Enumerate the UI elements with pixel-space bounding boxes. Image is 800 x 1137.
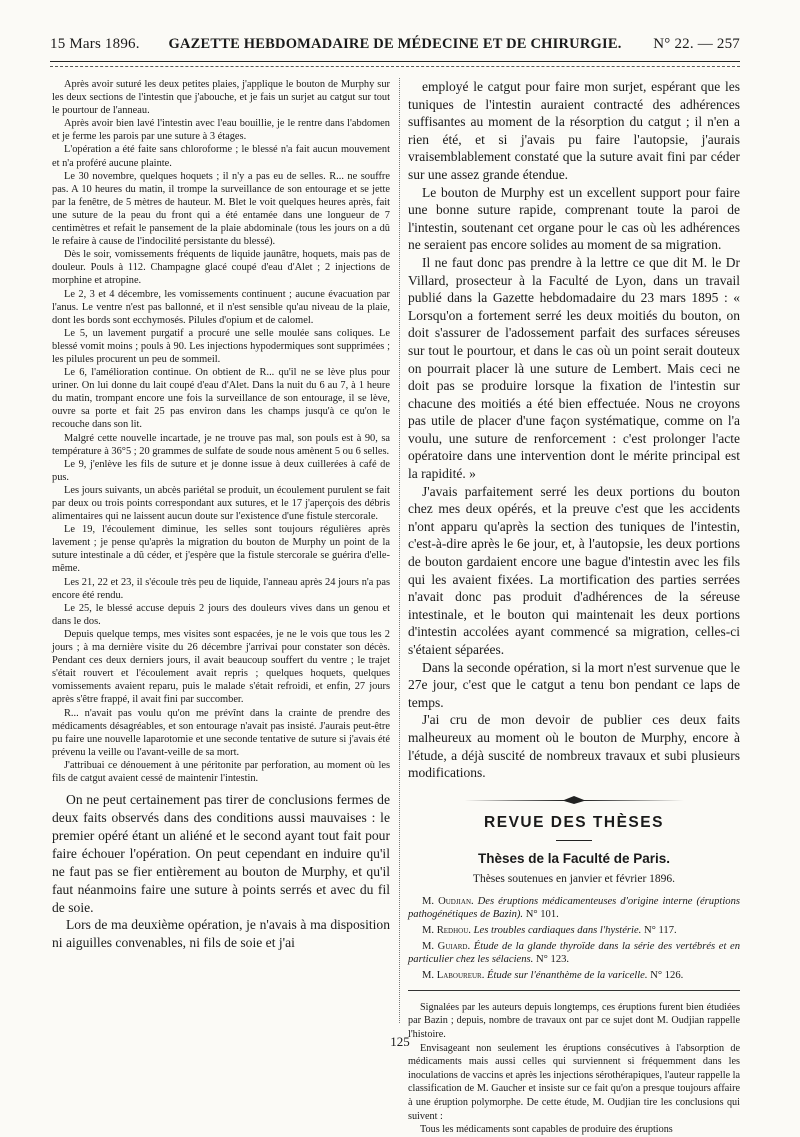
paragraph: Signalées par les auteurs depuis longtemps, ces éruptions furent bien étudiées par Bazin ; depuis, nombre de travaux ont par ce sujet dont M. Oudjian rappelle l'histoire. [408,1001,740,1040]
paragraph: J'attribuai ce dénouement à une péritonite par perforation, au moment où les fils de catgut avaient cessé de maintenir l'intestin. [52,759,390,784]
paragraph: Le 6, l'amélioration continue. On obtient de R... qu'il ne se lève plus pour uriner. On lui donne du lait coupé d'eau d'Alet. Dans la nuit du 6 au 7, à 1 heure du matin, trompant encore une fois la surveillance de son entourage, il se lève, ouvre sa porte et fait 25 pas environ dans les champs jusqu'à ce qu'on le recouche dans son lit. [52,367,390,431]
paragraph: On ne peut certainement pas tirer de conclusions fermes de deux faits observés dans des conditions aussi mauvaises : le premier opéré étant un aliéné et le second ayant tout fait pour faire échouer l'opération. On peut cependant en induire qu'il ne faut pas se fier entièrement au bouton de Murphy, et qu'il faut néanmoins faire une suture à points serrés et avec du fil de soie. [52,792,390,915]
short-rule [556,840,592,841]
thesis-author: M. Redhou. [422,924,471,936]
paragraph: Après avoir bien lavé l'intestin avec l'eau bouillie, je le rentre dans l'abdomen et je ferme les parois par une suture à 3 étages. [52,118,390,143]
right-column [408,78,740,1137]
issue-page-number: N° 22. — 257 [653,36,740,52]
paragraph: Malgré cette nouvelle incartade, je ne trouve pas mal, son pouls est à 90, sa température à 36°5 ; 20 grammes de sulfate de soude nous amènent 5 ou 6 selles. [52,432,390,457]
theses-subtitle: Thèses soutenues en janvier et février 1896. [472,872,676,885]
paragraph: Le 19, l'écoulement diminue, les selles sont toujours régulières après lavement ; je pense qu'après la migration du bouton de Murphy un point de la suture intestinale a dû céder, et j'espère que la fistule stercorale se guérira d'elle-même. [52,524,390,575]
header-dashed-rule [50,66,740,67]
page-number: 125 [390,1034,410,1049]
journal-title: GAZETTE HEBDOMADAIRE DE MÉDECINE ET DE CHIRURGIE. [168,36,622,52]
ornament-divider [464,796,684,804]
paragraph: Après avoir suturé les deux petites plaies, j'applique le bouton de Murphy sur les deux sections de l'intestin que j'abouche, et je fais un surjet au catgut sur tout le pourtour de l'anneau. [52,79,390,117]
thesis-author: M. Guiard. [422,940,471,952]
thesis-number: N° 117. [643,924,677,936]
thesis-number: N° 126. [650,969,684,981]
thesis-number: N° 123. [536,953,570,965]
conclusion-text [408,78,740,782]
thesis-number: N° 101. [525,908,559,920]
header-rule [50,61,740,62]
thesis-entry [408,924,740,937]
header-date: 15 Mars 1896. [50,36,140,52]
paragraph: R... n'avait pas voulu qu'on me prévînt dans la crainte de prendre des médicaments désagréables, et son entourage n'avait pas insisté. J'aurais peut-être pu faire une nouvelle laparotomie et une seconde tentative de suture si j'avais été prévenu la veille ou l'avant-veille de sa mort. [52,707,390,758]
paragraph: L'opération a été faite sans chloroforme ; le blessé n'a fait aucun mouvement et n'a proféré aucune plainte. [52,144,390,169]
running-header [50,36,740,58]
thesis-entry [408,895,740,921]
paragraph: Le 30 novembre, quelques hoquets ; il n'y a pas eu de selles. R... ne souffre pas. A 10 heures du matin, il trompe la surveillance de son entourage et se jette par la fenêtre, de 5 mètres de hauteur. M. Blet le voit quelques heures après, fait une suture de la peau du front qui a été entamée dans une longueur de 7 centimètres et refait le pansement de la plaie abdominale (tous les jours on a dû le refaire à cause de l'indocilité persistante du blessé). [52,170,390,248]
case-report-text [52,78,390,785]
thesis-title: Les troubles cardiaques dans l'hystérie. [473,924,642,936]
revue-title: REVUE DES THÈSES [484,813,664,831]
paragraph: J'ai cru de mon devoir de publier ces deux faits malheureux au moment où le bouton de Murphy, encore à l'étude, a déjà suscité de nombreux travaux et subi plusieurs modifications. [408,712,740,781]
thesis-entry [408,969,740,982]
thesis-title: Étude de la glande thyroïde dans la série des vertébrés et en particulier chez les sélaciens. [408,940,741,965]
theses-list [408,895,740,982]
paragraph: Il ne faut donc pas prendre à la lettre ce que dit M. le Dr Villard, prosecteur à la Faculté de Lyon, dans un travail publié dans la Gazette hebdomadaire du 23 mars 1895 : « Lorsqu'on a fortement serré les deux moitiés du bouton, on doit s'assurer de l'adossement parfait des surfaces séreuses sur tout le pourtour, et dans le cas où un point serait douteux on pourrait placer là une suture de Lembert. Mais ceci ne doit pas se produire lorsque la fixation de l'intestin sur chacune des moitiés a été bien effectuée. Nous ne croyons pas utile de placer d'une façon systématique, comme on l'a voulu, une suture de renforcement : c'est prolonger l'acte opératoire dans une intervention dont le mérite principal est la rapidité. » [408,254,740,482]
paragraph: Le 9, j'enlève les fils de suture et je donne issue à deux cuillerées à café de pus. [52,458,390,483]
paragraph: Dans la seconde opération, si la mort n'est survenue que le 27e jour, c'est que le catgut a tenu bon pendant ce laps de temps. [408,659,740,710]
paragraph: Le 25, le blessé accuse depuis 2 jours des douleurs vives dans un genou et dans le dos. [52,602,390,627]
paragraph: Dès le soir, vomissements fréquents de liquide jaunâtre, hoquets, mais pas de douleur. Pouls à 112. Champagne glacé coupé d'eau d'Alet ; 2 injections de morphine et atropine. [52,249,390,287]
paragraph: J'avais parfaitement serré les deux portions du bouton chez mes deux opérés, et la preuve c'est que les accidents n'ont apparu qu'après la section des tuniques de l'intestin, c'est-à-dire après le 6e jour, et, à l'autopsie, les deux portions de bouton gardaient encore une bague d'intestin avec les fils qui les avaient fixées. La mortification des parties serrées n'avait donc pas produit d'adhérences de la séreuse intestinale, et le bouton qui maintenait les deux portions d'intestin accolées ayant commencé sa migration, celles-ci s'étaient séparées. [408,483,740,657]
column-divider [399,78,400,1023]
left-column [52,78,390,952]
paragraph: Tous les médicaments sont capables de produire des éruptions [420,1124,673,1136]
theses-rule [408,990,740,991]
thesis-author: M. Laboureur. [422,969,485,981]
paragraph: Depuis quelque temps, mes visites sont espacées, je ne le vois que tous les 2 jours ; à ma dernière visite du 26 décembre j'arrivai pour constater son décès. Pendant ces deux derniers jours, il avait beaucoup souffert du ventre ; le trajet s'était rouvert et l'écoulement avait repris ; quelques hoquets, quelques vomissements avaient reparu, puis le malade s'était refroidi, et enfin, 27 jours après s'être frappé, il avait fini par succomber. [52,628,390,706]
review-text [408,1001,740,1137]
thesis-title: Étude sur l'énanthème de la varicelle. [487,969,648,981]
discussion-text [52,791,390,952]
paragraph: employé le catgut pour faire mon surjet, espérant que les tuniques de l'intestin auraient contracté des adhérences suffisantes au moment de la résorption du catgut ; il n'en a rien été, et si j'avais pu faire l'autopsie, j'aurais vraisemblablement constaté que la suture avait fini par céder sur une assez grande étendue. [408,79,740,182]
theses-section-title: Thèses de la Faculté de Paris. [477,850,671,866]
paragraph: Le 5, un lavement purgatif a procuré une selle moulée sans coliques. Le blessé vomit moins ; pouls à 90. Les injections hypodermiques sont supprimées ; les pilules procurent un peu de sommeil. [52,327,390,365]
thesis-entry [408,940,740,966]
paragraph: Le bouton de Murphy est un excellent support pour faire une bonne suture rapide, comprenant toute la paroi de l'intestin, soutenant cet organe pour le cas où les adhérences ne seraient pas encore solides au moment de sa migration. [408,184,740,253]
paragraph: Le 2, 3 et 4 décembre, les vomissements continuent ; aucune évacuation par l'anus. Le ventre n'est pas ballonné, et il n'est sensible qu'au niveau de la plaie, dont les bords sont ecchymosés. Pilules d'opium et de calomel. [52,288,390,326]
thesis-author: M. Oudjian. [422,895,474,907]
paragraph: Lors de ma deuxième opération, je n'avais à ma disposition ni aiguilles convenables, ni fils de soie et j'ai [52,917,390,951]
thesis-title: Des éruptions médicamenteuses d'origine interne (éruptions pathogénétiques de Bazin). [408,895,740,920]
paragraph: Envisageant non seulement les éruptions consécutives à l'absorption de médicaments mais aussi celles qui surviennent si fréquemment dans les inoculations de vaccins et après les injections sérothérapiques, l'auteur rappelle la classification de M. Gaucher et insiste sur ce fait qu'on a presque toujours affaire à une éruption polymorphe. De cette étude, M. Oudjian tire les conclusions qui suivent : [408,1042,740,1122]
paragraph: Les jours suivants, un abcès pariétal se produit, un écoulement purulent se fait par deux ou trois points correspondant aux sutures, et le 17 j'aperçois des débris alimentaires qui ne laissent aucun doute sur l'existence d'une fistule stercorale. [52,484,390,523]
paragraph: Les 21, 22 et 23, il s'écoule très peu de liquide, l'anneau après 24 jours n'a pas encore été rendu. [52,576,390,601]
